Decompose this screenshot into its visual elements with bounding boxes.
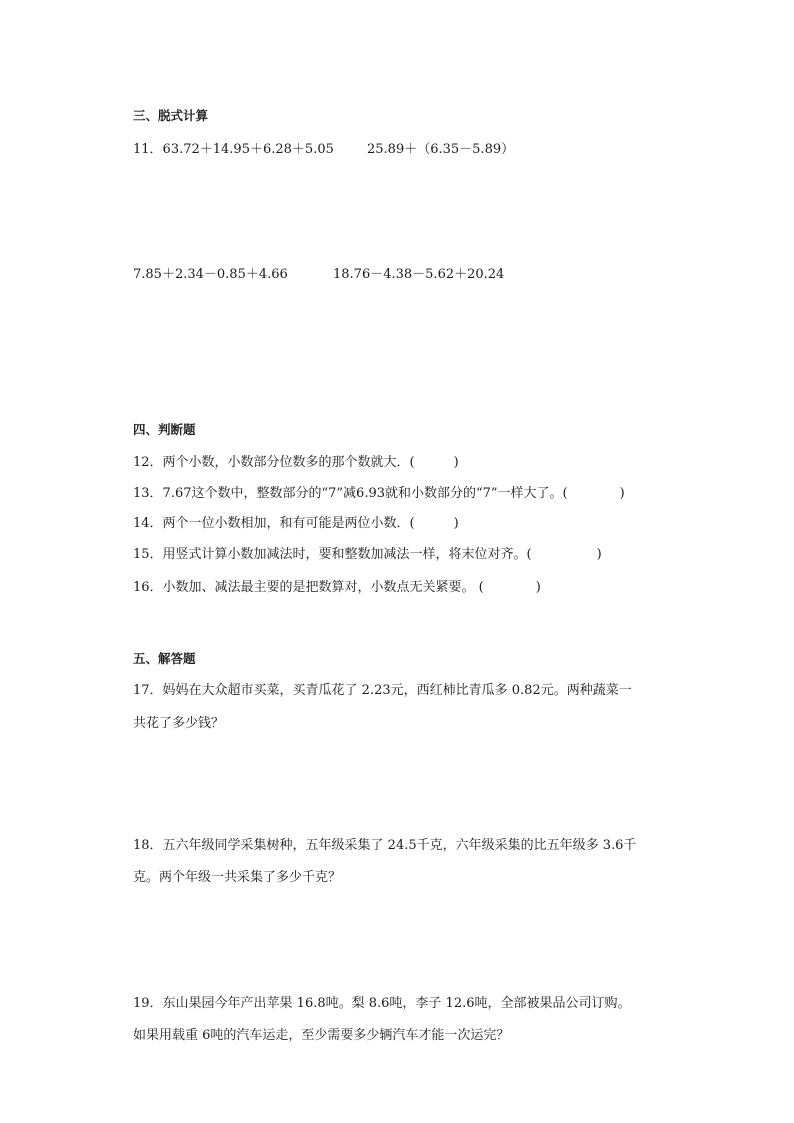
question-16: 16．小数加、减法最主要的是把数算对，小数点无关紧要。 ( ) <box>133 580 541 595</box>
question-11-expr-d: 18.76－4.38－5.62＋20.24 <box>333 267 505 282</box>
question-12: 12．两个小数，小数部分位数多的那个数就大．( ) <box>133 455 459 470</box>
question-19-line1: 19．东山果园今年产出苹果 16.8吨。梨 8.6吨，李子 12.6吨，全部被果品公司订购。 <box>133 996 631 1011</box>
question-18-line1: 18．五六年级同学采集树种，五年级采集了 24.5千克，六年级采集的比五年级多 3.6千 <box>133 838 637 853</box>
section3-heading: 三、脱式计算 <box>133 108 209 123</box>
question-18-line2: 克。两个年级一共采集了多少千克？ <box>133 870 342 885</box>
question-19-line2: 如果用载重 6吨的汽车运走，至少需要多少辆汽车才能一次运完？ <box>133 1028 510 1043</box>
question-17-line2: 共花了多少钱？ <box>133 716 225 731</box>
section4-heading: 四、判断题 <box>133 422 196 437</box>
question-15: 15．用竖式计算小数加减法时，要和整数加减法一样，将末位对齐。( ) <box>133 547 602 562</box>
section5-heading: 五、解答题 <box>133 651 196 666</box>
question-11-expr-c: 7.85＋2.34－0.85＋4.66 <box>133 267 288 282</box>
question-14: 14．两个一位小数相加，和有可能是两位小数．( ) <box>133 516 459 531</box>
question-13: 13．7.67这个数中，整数部分的“7”减6.93就和小数部分的“7”一样大了。( ) <box>133 486 625 501</box>
question-17-line1: 17．妈妈在大众超市买菜，买青瓜花了 2.23元，西红柿比青瓜多 0.82元。两种蔬菜一 <box>133 683 632 698</box>
question-11-expr-b: 25.89＋（6.35－5.89） <box>367 142 515 157</box>
question-11-expr-a: 11．63.72＋14.95＋6.28＋5.05 <box>133 142 334 157</box>
